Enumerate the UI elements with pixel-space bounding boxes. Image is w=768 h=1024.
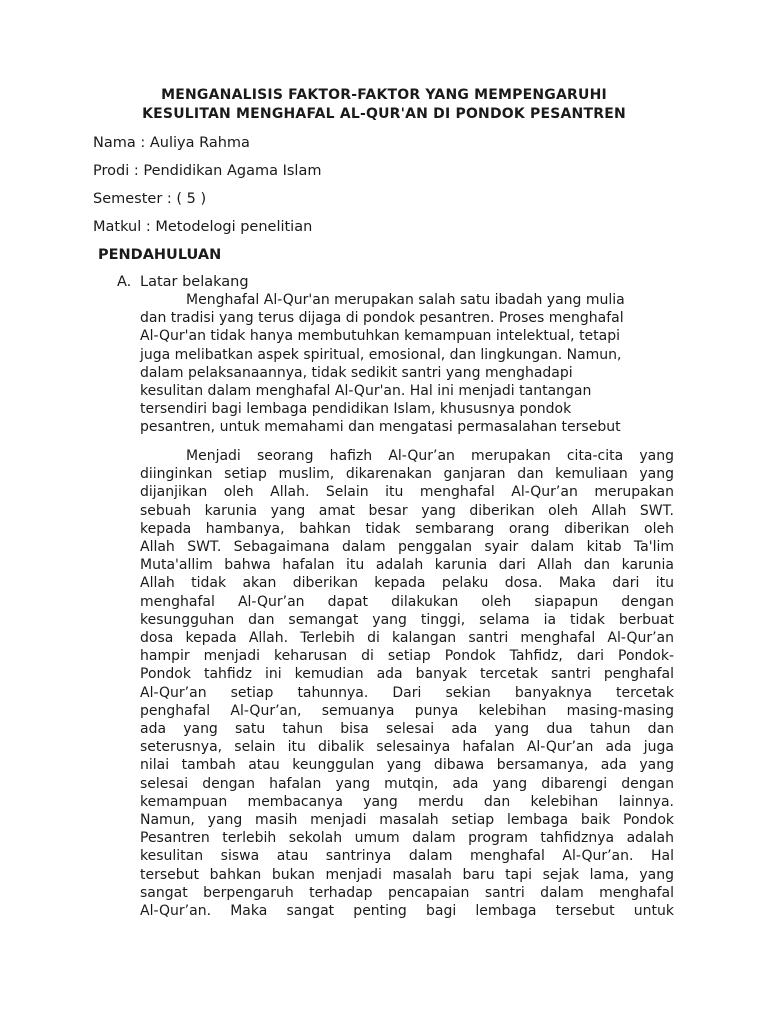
title-line-1: MENGANALISIS FAKTOR-FAKTOR YANG MEMPENGARUHI <box>161 87 607 103</box>
subsection-marker: A. <box>117 274 132 290</box>
paragraph-line: kesulitan siswa atau santrinya dalam menghafal Al-Qur’an. Hal <box>140 848 674 865</box>
paragraph-1 <box>140 291 674 437</box>
paragraph-line: Al-Qur’an. Maka sangat penting bagi lembaga tersebut untuk <box>140 903 674 920</box>
paragraph-line: Pesantren terlebih sekolah umum dalam program tahfidznya adalah <box>140 830 674 847</box>
paragraph-line: Al-Qur'an tidak hanya membutuhkan kemampuan intelektual, tetapi <box>140 328 621 345</box>
document-title <box>0 86 768 124</box>
paragraph-line: dan tradisi yang terus dijaga di pondok pesantren. Proses menghafal <box>140 310 624 327</box>
paragraph-line: kepada hambanya, bahkan tidak sembarang orang diberikan oleh <box>140 520 674 537</box>
paragraph-line: pesantren, untuk memahami dan mengatasi permasalahan tersebut <box>140 419 621 436</box>
meta-prodi: Prodi : Pendidikan Agama Islam <box>93 163 322 179</box>
paragraph-line: Allah tidak akan diberikan kepada pelaku dosa. Maka dari itu <box>140 575 674 592</box>
paragraph-line: kemampuan membacanya yang merdu dan kelebihan lainnya. <box>140 793 674 810</box>
paragraph-line: kesungguhan dan semangat yang tinggi, selama ia tidak berbuat <box>140 611 674 628</box>
paragraph-line: diinginkan setiap muslim, dikarenakan ganjaran dan kemuliaan yang <box>140 466 674 483</box>
paragraph-line: selesai dengan hafalan yang mutqin, ada yang dibarengi dengan <box>140 775 674 792</box>
meta-nama: Nama : Auliya Rahma <box>93 135 250 151</box>
paragraph-line: sangat berpengaruh terhadap pencapaian santri dalam menghafal <box>140 884 674 901</box>
paragraph-line: tersendiri bagi lembaga pendidikan Islam, khususnya pondok <box>140 401 572 418</box>
paragraph-line: juga melibatkan aspek spiritual, emosional, dan lingkungan. Namun, <box>140 346 622 363</box>
paragraph-line: menghafal Al-Qur’an dapat dilakukan oleh siapapun dengan <box>140 593 674 610</box>
paragraph-line: Namun, yang masih menjadi masalah setiap lembaga baik Pondok <box>140 812 674 829</box>
section-heading: PENDAHULUAN <box>98 247 222 263</box>
meta-matkul: Matkul : Metodelogi penelitian <box>93 219 313 235</box>
paragraph-line: Menjadi seorang hafizh Al-Qur’an merupakan cita-cita yang <box>186 448 674 464</box>
paragraph-line: penghafal Al-Qur’an, semuanya punya kelebihan masing-masing <box>140 702 674 719</box>
paragraph-line: kesulitan dalam menghafal Al-Qur'an. Hal ini menjadi tantangan <box>140 383 592 400</box>
subsection-title: Latar belakang <box>140 274 249 290</box>
paragraph-line: Pondok tahfidz ini kemudian ada banyak tercetak santri penghafal <box>140 666 674 683</box>
paragraph-line: ada yang satu tahun bisa selesai ada yang dua tahun dan <box>140 721 674 738</box>
paragraph-2 <box>140 447 674 920</box>
paragraph-line: hampir menjadi keharusan di setiap Pondok Tahfidz, dari Pondok- <box>140 648 674 665</box>
paragraph-line: sebuah karunia yang amat besar yang diberikan oleh Allah SWT. <box>140 502 674 519</box>
paragraph-line: Allah SWT. Sebagaimana dalam penggalan syair dalam kitab Ta'lim <box>140 539 674 556</box>
paragraph-line: dosa kepada Allah. Terlebih di kalangan santri menghafal Al-Qur’an <box>140 630 674 647</box>
paragraph-line: Al-Qur’an setiap tahunnya. Dari sekian banyaknya tercetak <box>140 684 674 701</box>
title-line-2: KESULITAN MENGHAFAL AL-QUR'AN DI PONDOK PESANTREN <box>142 106 626 122</box>
paragraph-line: Menghafal Al-Qur'an merupakan salah satu ibadah yang mulia <box>186 292 625 308</box>
paragraph-line: seterusnya, selain itu dibalik selesainya hafalan Al-Qur’an ada juga <box>140 739 674 756</box>
paragraph-line: dalam pelaksanaannya, tidak sedikit santri yang menghadapi <box>140 364 573 381</box>
paragraph-line: nilai tambah atau keunggulan yang dibawa bersamanya, ada yang <box>140 757 674 774</box>
meta-semester: Semester : ( 5 ) <box>93 191 207 207</box>
paragraph-line: tersebut bahkan bukan menjadi masalah baru tapi sejak lama, yang <box>140 866 674 883</box>
paragraph-line: Muta'allim bahwa hafalan itu adalah karunia dari Allah dan karunia <box>140 557 674 574</box>
paragraph-line: dijanjikan oleh Allah. Selain itu menghafal Al-Qur’an merupakan <box>140 484 674 501</box>
